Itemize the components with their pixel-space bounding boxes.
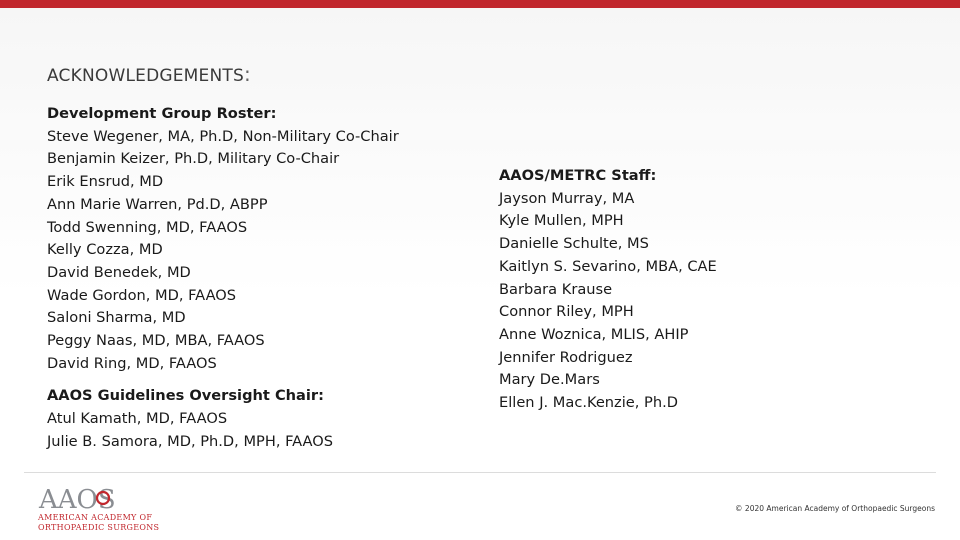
roster-member: Steve Wegener, MA, Ph.D, Non-Military Co-Chair	[47, 127, 399, 145]
org-name-line2: ORTHOPAEDIC SURGEONS	[38, 522, 160, 532]
title-text: ACKNOWLEDGEMENTS	[47, 66, 244, 86]
roster-member: Todd Swenning, MD, FAAOS	[47, 218, 248, 236]
staff-member: Kyle Mullen, MPH	[499, 212, 624, 230]
roster-member: Saloni Sharma, MD	[47, 309, 186, 327]
roster-heading: Development Group Roster:	[47, 105, 277, 122]
oversight-member: Julie B. Samora, MD, Ph.D, MPH, FAAOS	[47, 432, 334, 450]
roster-member: Wade Gordon, MD, FAAOS	[47, 286, 237, 304]
roster-member: David Ring, MD, FAAOS	[47, 354, 217, 372]
roster-member: Benjamin Keizer, Ph.D, Military Co-Chair	[47, 150, 340, 168]
oversight-member: Atul Kamath, MD, FAAOS	[47, 410, 228, 428]
staff-member: Jayson Murray, MA	[499, 189, 635, 207]
top-accent-bar	[0, 0, 960, 8]
logo-wordmark: AAOS	[39, 485, 116, 515]
oversight-heading: AAOS Guidelines Oversight Chair:	[47, 387, 324, 405]
staff-member: Jennifer Rodriguez	[499, 348, 633, 366]
footer-divider	[24, 472, 936, 473]
page-title	[47, 62, 251, 86]
staff-member: Mary De.Mars	[499, 371, 600, 389]
left-column	[47, 103, 467, 454]
staff-member: Kaitlyn S. Sevarino, MBA, CAE	[499, 257, 717, 275]
copyright-notice: © 2020 American Academy of Orthopaedic Surgeons	[735, 504, 935, 513]
title-colon: :	[243, 62, 251, 86]
roster-member: Erik Ensrud, MD	[47, 173, 164, 191]
section-gap	[47, 375, 467, 385]
staff-member: Ellen J. Mac.Kenzie, Ph.D	[499, 394, 678, 412]
staff-member: Connor Riley, MPH	[499, 303, 634, 321]
org-name-line1: AMERICAN ACADEMY OF	[38, 513, 153, 522]
roster-member: Ann Marie Warren, Pd.D, ABPP	[47, 195, 268, 213]
roster-member: Peggy Naas, MD, MBA, FAAOS	[47, 332, 265, 350]
staff-member: Barbara Krause	[499, 280, 613, 298]
right-column	[499, 165, 799, 415]
org-name	[38, 513, 159, 532]
roster-member: David Benedek, MD	[47, 263, 191, 281]
roster-member: Kelly Cozza, MD	[47, 241, 163, 259]
staff-heading: AAOS/METRC Staff:	[499, 167, 657, 184]
staff-member: Anne Woznica, MLIS, AHIP	[499, 325, 689, 343]
staff-member: Danielle Schulte, MS	[499, 235, 649, 253]
